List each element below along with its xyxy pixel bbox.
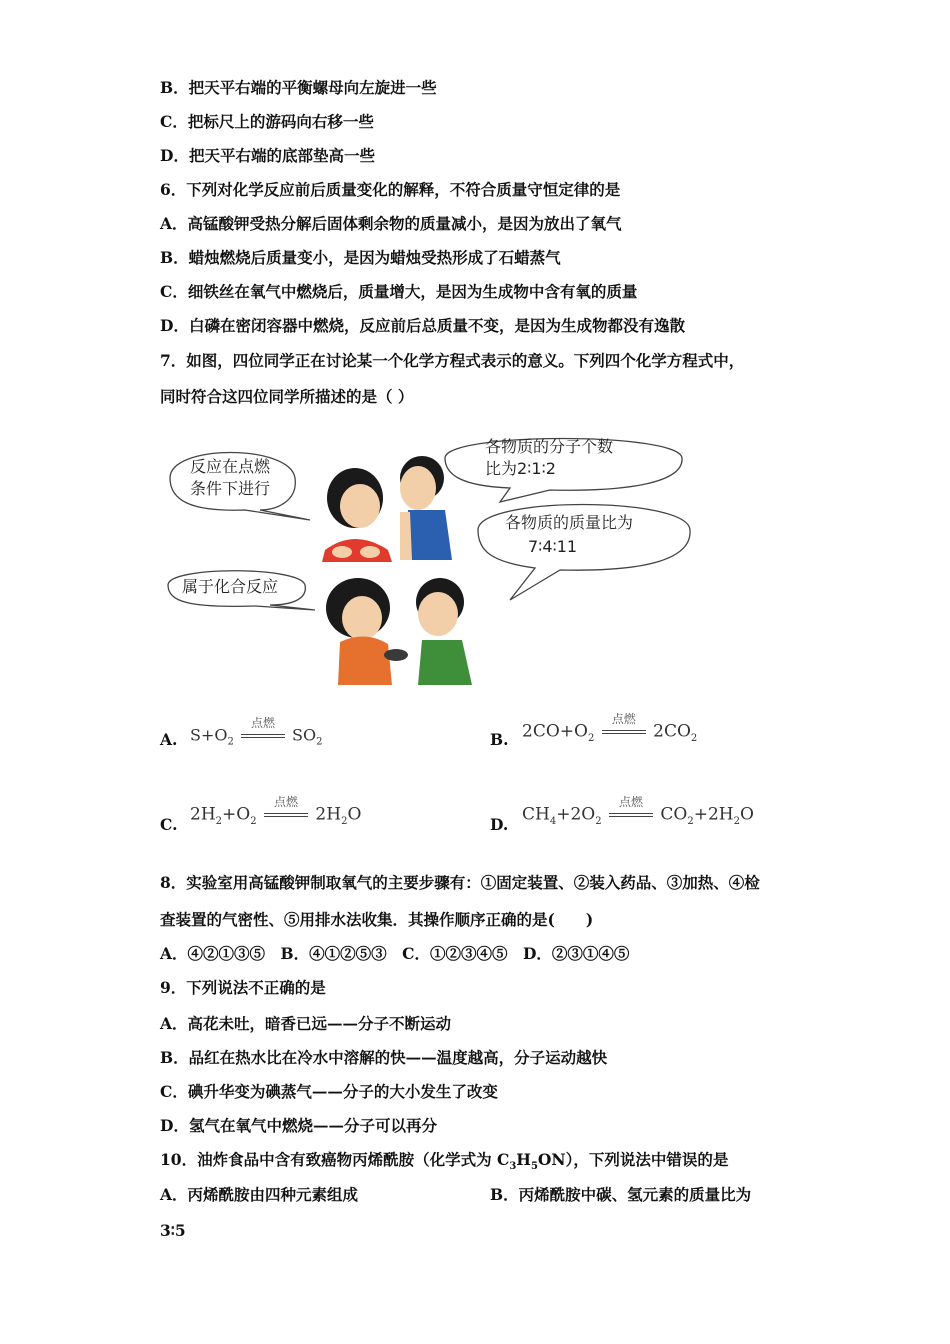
q10-formula-sub5: 5: [530, 1161, 538, 1173]
q5-option-b: B．把天平右端的平衡螺母向左旋进一些: [160, 78, 437, 97]
q10-formula-on: ON: [537, 1150, 566, 1169]
eq-c-left: 2H: [190, 804, 216, 825]
q6-option-b: B．蜡烛燃烧后质量变小，是因为蜡烛受热形成了石蜡蒸气: [160, 248, 561, 267]
eq-c-sub1: 2: [215, 815, 223, 827]
eq-b-left: 2CO+O: [522, 721, 588, 742]
eq-d-left: CH: [522, 804, 550, 825]
q6-stem: 6．下列对化学反应前后质量变化的解释，不符合质量守恒定律的是: [160, 180, 621, 199]
q7-discussion-illustration: [160, 430, 700, 692]
eq-d-right: CO: [660, 804, 688, 825]
q6-option-a: A．高锰酸钾受热分解后固体剩余物的质量减小，是因为放出了氧气: [160, 214, 622, 233]
speech-bubble-3: [478, 505, 690, 601]
eq-b-sub: 2: [587, 732, 595, 744]
q6-option-c: C．细铁丝在氧气中燃烧后，质量增大，是因为生成物中含有氧的质量: [160, 282, 638, 301]
q7-option-d-equation: [522, 795, 754, 827]
bubble2-line2: 比为2∶1∶2: [485, 459, 556, 478]
eq-d-condition-text: 点燃: [618, 795, 643, 809]
student-girl-orange: [326, 578, 408, 685]
bubble3-line1: 各物质的质量比为: [505, 513, 634, 532]
eq-c-right: 2H: [315, 804, 342, 825]
student-boy-green: [416, 578, 472, 685]
eq-a-sub: 2: [227, 736, 234, 748]
eq-d-right2: +2H: [693, 804, 734, 825]
eq-d-condition: [609, 795, 653, 827]
eq-c-mid: +O: [222, 804, 251, 825]
q6-option-d: D．白磷在密闭容器中燃烧，反应前后总质量不变，是因为生成物都没有逸散: [160, 316, 685, 335]
q8-stem-line1: 8．实验室用高锰酸钾制取氧气的主要步骤有：①固定装置、②装入药品、③加热、④检: [160, 873, 760, 892]
q9-stem: 9．下列说法不正确的是: [160, 978, 326, 997]
eq-b-condition-text: 点燃: [611, 712, 636, 726]
eq-d-sub4: 2: [733, 815, 740, 827]
q5-option-c: C．把标尺上的游码向右移一些: [160, 112, 374, 131]
q7-option-c-label: C.: [160, 815, 178, 834]
q10-stem: [160, 1150, 728, 1177]
q7-option-c-equation: [190, 795, 362, 827]
bubble2-line1: 各物质的分子个数: [485, 437, 614, 456]
q10-option-a: A．丙烯酰胺由四种元素组成: [160, 1185, 359, 1204]
eq-c-sub2: 2: [250, 815, 257, 827]
q10-stem-post: ），下列说法中错误的是: [565, 1150, 729, 1169]
q10-formula-h: H: [516, 1150, 531, 1169]
eq-a-condition-text: 点燃: [250, 716, 275, 730]
bubble3-line2: 7∶4∶11: [528, 537, 578, 556]
eq-c-right2: O: [347, 804, 362, 825]
q10-option-b-continued: 3∶5: [160, 1221, 186, 1240]
eq-d-sub1: 4: [549, 815, 557, 827]
eq-a-left: S+O: [190, 725, 228, 745]
q7-cartoon-svg: [160, 430, 700, 692]
student-boy-blue: [400, 456, 452, 560]
q7-option-b-equation: [522, 712, 698, 744]
eq-a-condition: [241, 716, 285, 748]
eq-c-condition: [264, 795, 308, 827]
q10-option-b: B．丙烯酰胺中碳、氢元素的质量比为: [490, 1185, 752, 1204]
eq-c-sub3: 2: [341, 815, 348, 827]
q5-option-d: D．把天平右端的底部垫高一些: [160, 146, 375, 165]
q8-stem-line2: 查装置的气密性、⑤用排水法收集．其操作顺序正确的是( ): [160, 910, 594, 929]
eq-a-sub-right: 2: [316, 736, 323, 748]
student-girl-red: [322, 468, 392, 562]
eq-b-condition: [602, 712, 646, 744]
speech-bubble-1: [170, 453, 310, 521]
q9-option-a: A．高花未吐，暗香已远——分子不断运动: [160, 1014, 452, 1033]
speech-bubble-2: [445, 437, 682, 502]
q7-stem-line1: 7．如图，四位同学正在讨论某一个化学方程式表示的意义。下列四个化学方程式中，: [160, 351, 745, 370]
eq-c-condition-text: 点燃: [273, 795, 298, 809]
q9-option-c: C．碘升华变为碘蒸气——分子的大小发生了改变: [160, 1082, 498, 1101]
q7-option-b-label: B.: [490, 730, 509, 749]
eq-b-sub-right: 2: [690, 732, 698, 744]
eq-d-sub3: 2: [687, 815, 694, 827]
q7-stem-line2: 同时符合这四位同学所描述的是（ ）: [160, 387, 414, 406]
q8-options: A．④②①③⑤ B．④①②⑤③ C．①②③④⑤ D．②③①④⑤: [160, 944, 630, 963]
eq-d-right3: O: [740, 804, 754, 825]
q7-option-a-equation: [190, 716, 323, 748]
eq-d-sub2: 2: [595, 815, 602, 827]
eq-d-mid: +2O: [556, 804, 596, 825]
q9-option-d: D．氢气在氧气中燃烧——分子可以再分: [160, 1116, 437, 1135]
bubble1-line2: 条件下进行: [190, 479, 271, 498]
q7-option-a-label: A.: [160, 730, 178, 749]
q10-formula-sub3: 3: [509, 1161, 517, 1173]
bubble1-line1: 反应在点燃: [190, 457, 271, 476]
q10-stem-pre: 10．油炸食品中含有致癌物丙烯酰胺（化学式为 C: [160, 1150, 510, 1169]
q7-option-d-label: D.: [490, 815, 509, 834]
bubble4-text: 属于化合反应: [182, 577, 279, 596]
speech-bubble-4: [168, 571, 315, 610]
q9-option-b: B．品红在热水比在冷水中溶解的快——温度越高，分子运动越快: [160, 1048, 608, 1067]
eq-a-right: SO: [292, 725, 317, 745]
eq-b-right: 2CO: [653, 721, 691, 742]
